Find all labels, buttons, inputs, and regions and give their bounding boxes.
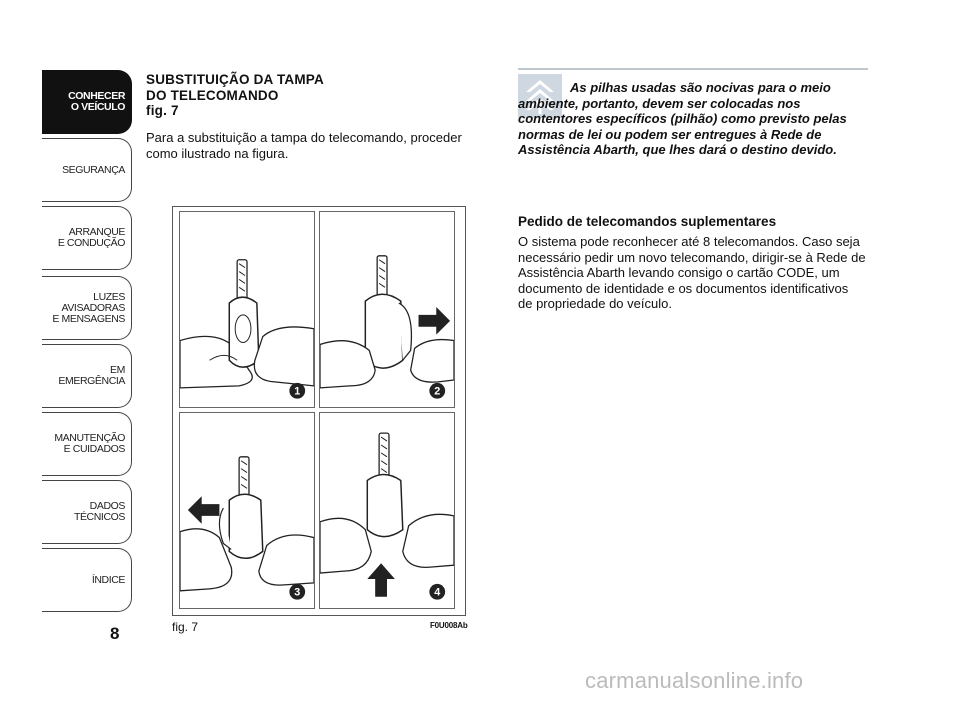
remote-illustration-1 <box>180 212 314 407</box>
section-title-extra-remotes: Pedido de telecomandos suplementares <box>518 214 777 229</box>
remote-illustration-3 <box>180 413 314 608</box>
step-number-1: 1 <box>294 385 301 398</box>
figure-code: F0U008Ab <box>430 621 468 630</box>
figure-panel-2 <box>319 211 455 408</box>
top-rule <box>518 68 868 70</box>
step-number-4: 4 <box>434 586 441 599</box>
figure-caption: fig. 7 <box>172 620 199 634</box>
tab-em-emergencia[interactable]: EM EMERGÊNCIA <box>42 344 132 408</box>
remote-illustration-2 <box>320 212 454 407</box>
figure-panel-4 <box>319 412 455 609</box>
tab-dados-tecnicos[interactable]: DADOS TÉCNICOS <box>42 480 132 544</box>
heading-fig-ref: fig. 7 <box>146 103 179 118</box>
step-number-3: 3 <box>294 586 301 599</box>
tab-seguranca[interactable]: SEGURANÇA <box>42 138 132 202</box>
tab-luzes-avisadoras[interactable]: LUZES AVISADORAS E MENSAGENS <box>42 276 132 340</box>
remote-illustration-4 <box>320 413 454 608</box>
heading-line-2: DO TELECOMANDO <box>146 87 279 103</box>
tab-arranque-e-conducao[interactable]: ARRANQUE E CONDUÇÃO <box>42 206 132 270</box>
figure-panel-3 <box>179 412 315 609</box>
section-heading <box>146 72 476 119</box>
figure-remote-cover-replacement <box>172 206 466 616</box>
step-number-2: 2 <box>434 385 441 398</box>
tab-conhecer-o-veiculo[interactable]: CONHECER O VEÍCULO <box>42 70 132 134</box>
section-body-extra-remotes: O sistema pode reconhecer até 8 telecomandos. Caso seja necessário pedir um novo telecomando, dirigir-se à Rede de Assistência Abarth levando consigo o cartão CODE, um documento de identidade e os documentos identificativos de propriedade do veículo. <box>518 234 866 311</box>
figure-panel-1 <box>179 211 315 408</box>
environment-warning-text: As pilhas usadas são nocivas para o meio ambiente, portanto, devem ser colocadas nos contentores específicos (pilhão) como previsto pelas normas de lei ou podem ser entregues à Rede de Assistência Abarth, que lhes dará o destino devido. <box>518 80 847 157</box>
tab-manutencao-e-cuidados[interactable]: MANUTENÇÃO E CUIDADOS <box>42 412 132 476</box>
instruction-text: Para a substituição a tampa do telecomando, proceder como ilustrado na figura. <box>146 130 462 161</box>
watermark-footer: carmanualsonline.info <box>585 668 804 693</box>
tab-indice[interactable]: ÍNDICE <box>42 548 132 612</box>
page-number: 8 <box>110 624 120 643</box>
heading-line-1: SUBSTITUIÇÃO DA TAMPA <box>146 72 324 87</box>
